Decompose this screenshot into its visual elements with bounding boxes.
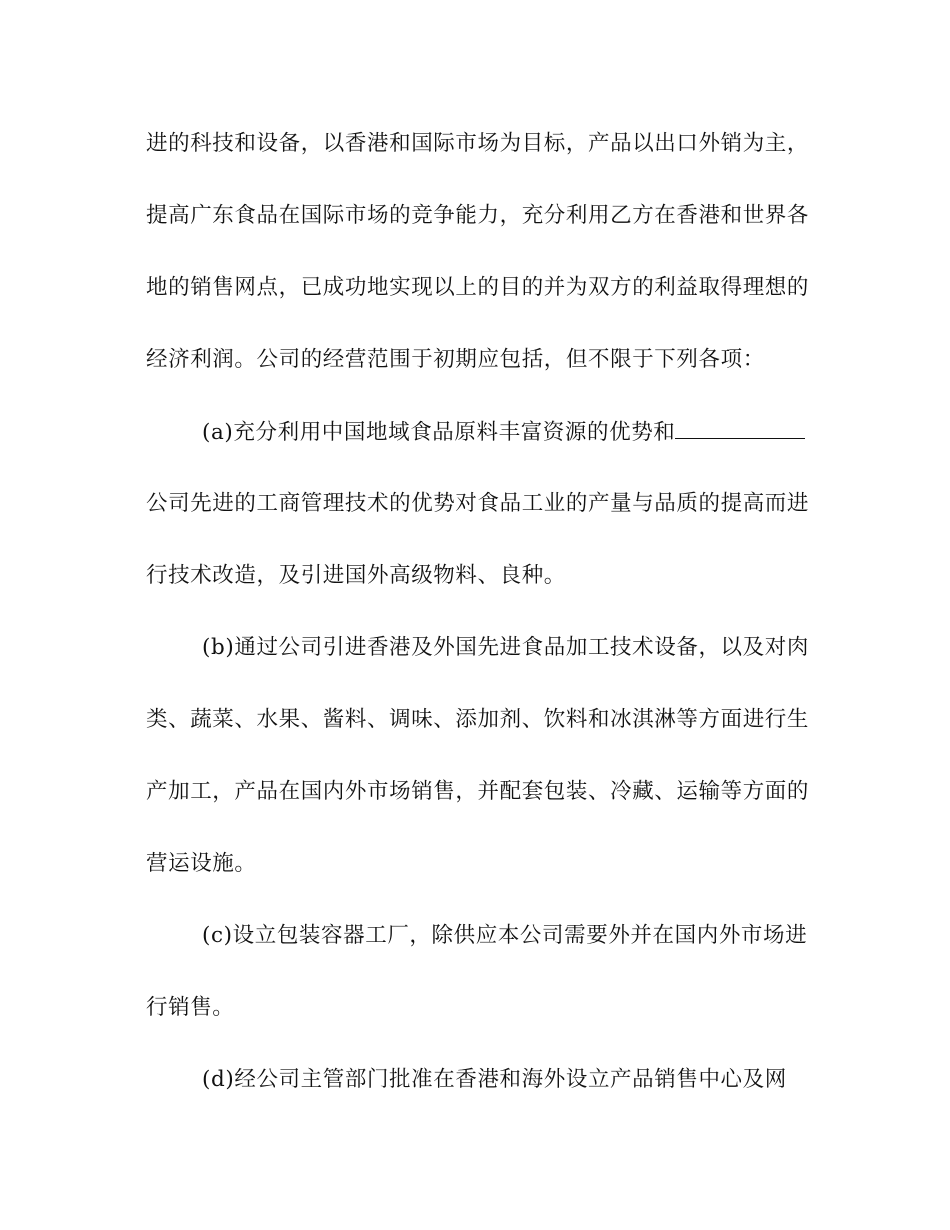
body-text-line: 营运设施。 (146, 851, 257, 876)
body-text-line: 行销售。 (146, 995, 235, 1020)
clause-c-first-line: (c)设立包装容器工厂，除供应本公司需要外并在国内外市场进 (202, 923, 808, 948)
body-text-line: 经济利润。公司的经营范围于初期应包括，但不限于下列各项： (146, 347, 765, 372)
body-text-line: 进的科技和设备，以香港和国际市场为目标，产品以出口外销为主， (146, 131, 810, 156)
body-text-line: 提高广东食品在国际市场的竞争能力，充分利用乙方在香港和世界各 (146, 203, 810, 228)
body-text-line: 地的销售网点，已成功地实现以上的目的并为双方的利益取得理想的 (146, 275, 810, 300)
body-text-line: 类、蔬菜、水果、酱料、调味、添加剂、饮料和冰淇淋等方面进行生 (146, 707, 810, 732)
body-text-line: 产加工，产品在国内外市场销售，并配套包装、冷藏、运输等方面的 (146, 779, 810, 804)
body-text-line: 行技术改造，及引进国外高级物料、良种。 (146, 563, 566, 588)
fill-in-blank[interactable] (675, 416, 805, 439)
clause-d-first-line: (d)经公司主管部门批准在香港和海外设立产品销售中心及网 (202, 1067, 787, 1092)
clause-a-text: (a)充分利用中国地域食品原料丰富资源的优势和 (202, 420, 676, 445)
clause-b-first-line: (b)通过公司引进香港及外国先进食品加工技术设备，以及对肉 (202, 635, 809, 660)
body-text-line: 公司先进的工商管理技术的优势对食品工业的产量与品质的提高而进 (146, 491, 810, 516)
clause-a-first-line (202, 416, 802, 448)
